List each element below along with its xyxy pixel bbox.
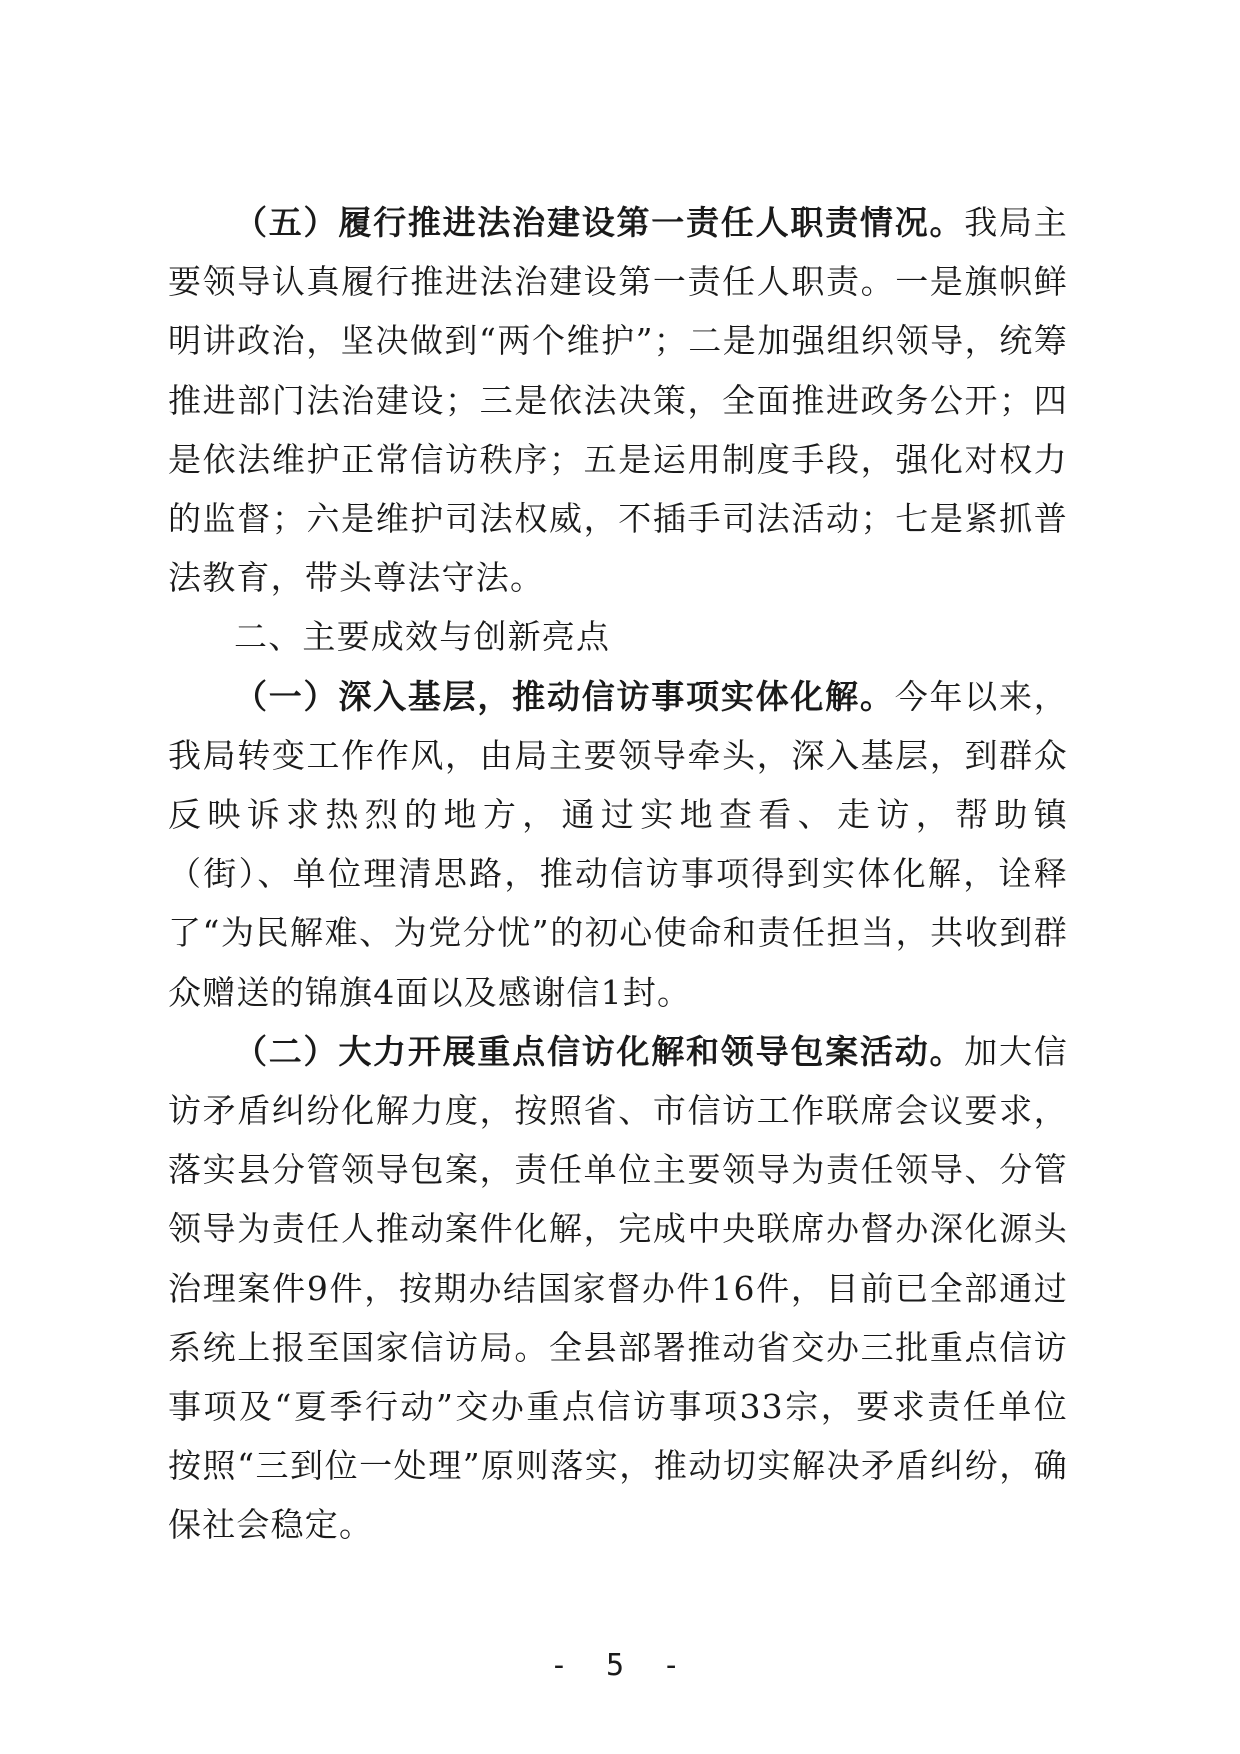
paragraph-lead: （一）深入基层，推动信访事项实体化解。 xyxy=(234,676,895,716)
paragraph-lead: （五）履行推进法治建设第一责任人职责情况。 xyxy=(234,203,965,242)
paragraph-duty-fulfillment xyxy=(168,193,1068,607)
paragraph-body: 今年以来，我局转变工作作风，由局主要领导牵头，深入基层，到群众反映诉求热烈的地方，通过实地查看、走访，帮助镇（街）、单位理清思路，推动信访事项得到实体化解，诠释了“为民解难、为党分忧”的初心使命和责任担当，共收到群众赠送的锦旗4面以及感谢信1封。 xyxy=(168,676,1068,1012)
paragraph-body: 我局主要领导认真履行推进法治建设第一责任人职责。一是旗帜鲜明讲政治，坚决做到“两个维护”；二是加强组织领导，统筹推进部门法治建设；三是依法决策，全面推进政务公开；四是依法维护正常信访秩序；五是运用制度手段，强化对权力的监督；六是维护司法权威，不插手司法活动；七是紧抓普法教育，带头尊法守法。 xyxy=(168,203,1068,598)
paragraph-grassroots xyxy=(168,667,1068,1022)
document-body xyxy=(168,193,1068,1555)
paragraph-key-cases xyxy=(168,1022,1068,1555)
page-number: - 5 - xyxy=(549,1648,691,1683)
paragraph-lead: （二）大力开展重点信访化解和领导包案活动。 xyxy=(234,1031,965,1071)
section-heading: 二、主要成效与创新亮点 xyxy=(234,617,611,657)
paragraph-body: 加大信访矛盾纠纷化解力度，按照省、市信访工作联席会议要求，落实县分管领导包案，责任单位主要领导为责任领导、分管领导为责任人推动案件化解，完成中央联席办督办深化源头治理案件9件，按期办结国家督办件16件，目前已全部通过系统上报至国家信访局。全县部署推动省交办三批重点信访事项及“夏季行动”交办重点信访事项33宗，要求责任单位按照“三到位一处理”原则落实，推动切实解决矛盾纠纷，确保社会稳定。 xyxy=(168,1031,1068,1545)
